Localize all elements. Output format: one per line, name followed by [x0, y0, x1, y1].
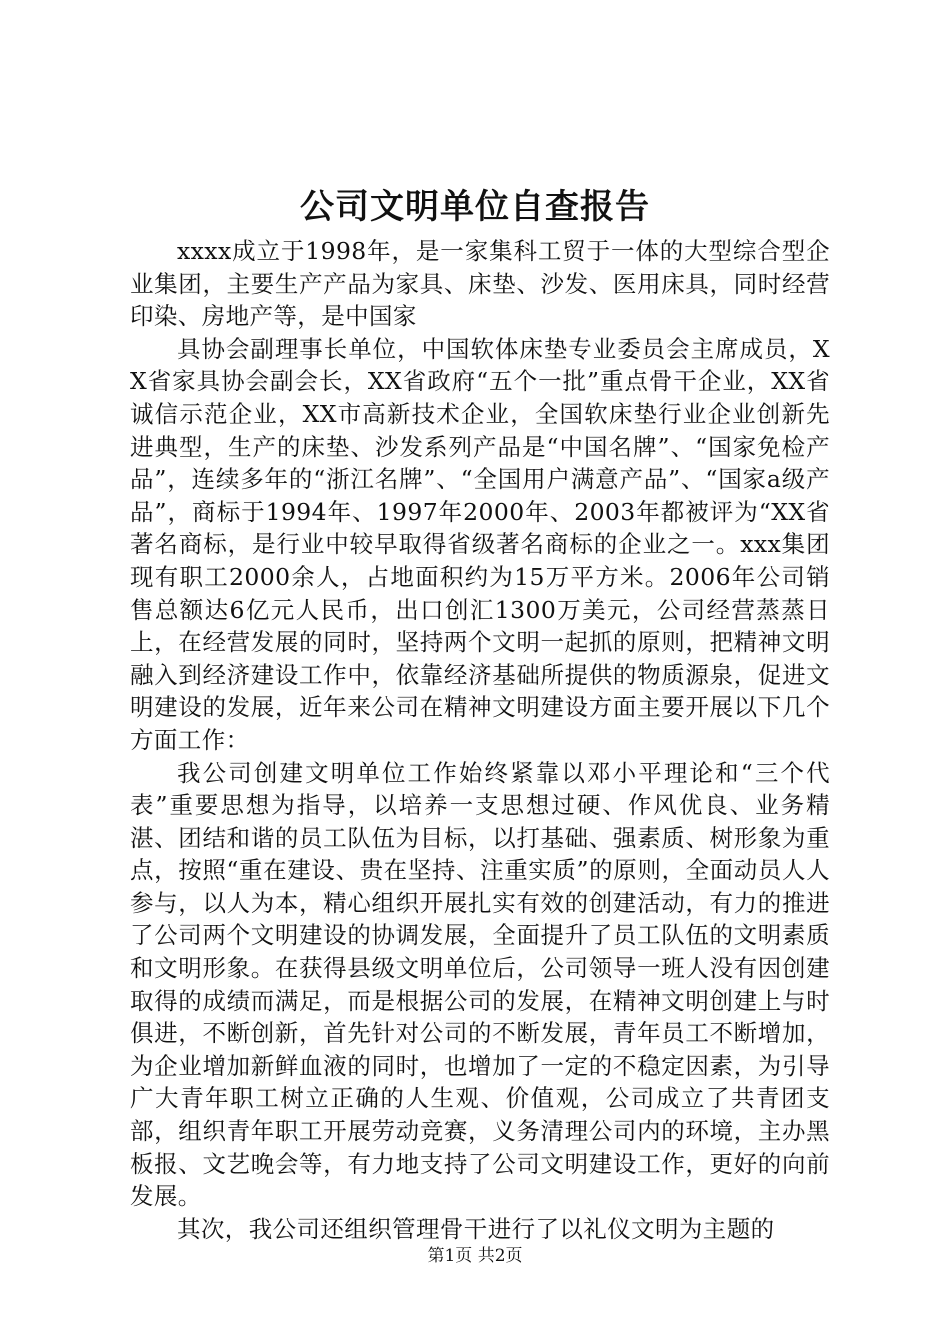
document-title: 公司文明单位自查报告 — [300, 187, 650, 227]
paragraph-secondly: 其次，我公司还组织管理骨干进行了以礼仪文明为主题的 — [177, 1214, 775, 1243]
paragraph-civilization-work: 我公司创建文明单位工作始终紧靠以邓小平理论和“三个代表”重要思想为指导，以培养一支思想过硬、作风优良、业务精湛、团结和谐的员工队伍为目标，以打基础、强素质、树形象为重点，按照“重在建设、贵在坚持、注重实质”的原则，全面动员人人参与，以人为本，精心组织开展扎实有效的创建活动，有力的推进了公司两个文明建设的协调发展，全面提升了员工队伍的文明素质和文明形象。在获得县级文明单位后，公司领导一班人没有因创建取得的成绩而满足，而是根据公司的发展，在精神文明创建上与时俱进，不断创新，首先针对公司的不断发展，青年员工不断增加，为企业增加新鲜血液的同时，也增加了一定的不稳定因素，为引导广大青年职工树立正确的人生观、价值观，公司成立了共青团支部，组织青年职工开展劳动竞赛，义务清理公司内的环境，主办黑板报、文艺晚会等，有力地支持了公司文明建设工作，更好的向前发展。 — [130, 758, 830, 1211]
paragraph-honors: 具协会副理事长单位，中国软体床垫专业委员会主席成员，XX省家具协会副会长，XX省政府“五个一批”重点骨干企业，XX省诚信示范企业，XX市高新技术企业，全国软床垫行业企业创新先进典型，生产的床垫、沙发系列产品是“中国名牌”、“国家免检产品”，连续多年的“浙江名牌”、“全国用户满意产品”、“国家a级产品”，商标于1994年、1997年2000年、2003年都被评为“XX省著名商标，是行业中较早取得省级著名商标的企业之一。xxx集团现有职工2000余人，占地面积约为15万平方米。2006年公司销售总额达6亿元人民币，出口创汇1300万美元，公司经营蒸蒸日上，在经营发展的同时，坚持两个文明一起抓的原则，把精神文明融入到经济建设工作中，依靠经济基础所提供的物质源泉，促进文明建设的发展，近年来公司在精神文明建设方面主要开展以下几个方面工作： — [130, 334, 830, 754]
paragraph-intro: xxxx成立于1998年，是一家集科工贸于一体的大型综合型企业集团，主要生产产品为家具、床垫、沙发、医用床具，同时经营印染、房地产等，是中国家 — [130, 237, 830, 331]
page-number-footer: 第1页 共2页 — [427, 1246, 523, 1266]
document-body — [130, 235, 830, 1245]
